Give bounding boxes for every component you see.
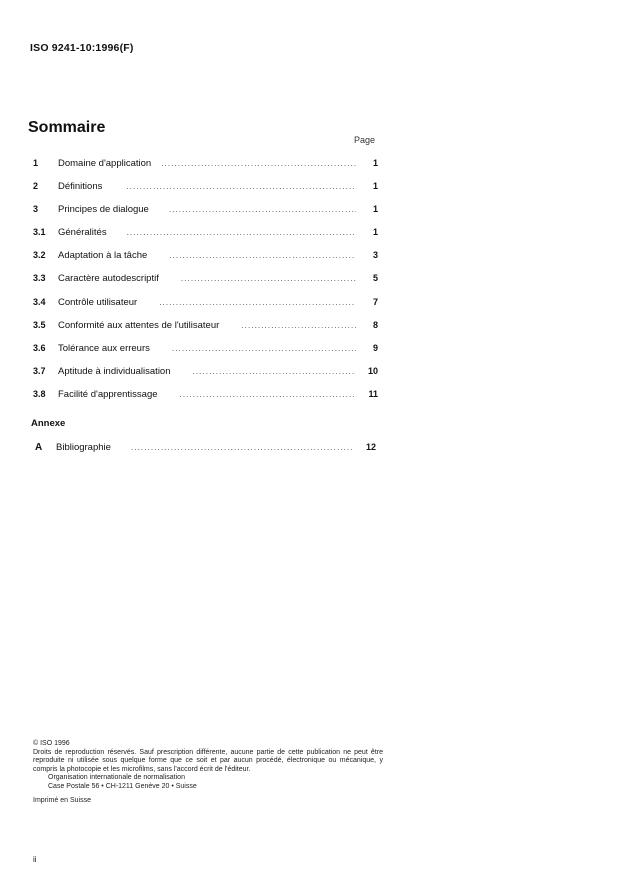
toc-entry-page: 8 xyxy=(372,319,378,330)
toc-entry xyxy=(33,201,378,224)
toc-entry-number: 3.3 xyxy=(33,273,46,284)
toc-entry-page: 7 xyxy=(372,296,378,307)
toc-entry-number: 1 xyxy=(33,158,39,168)
toc-entry-label: Aptitude à individualisation xyxy=(58,365,171,377)
toc-entry-page: 1 xyxy=(372,204,378,215)
copyright-notice xyxy=(33,740,383,805)
toc-title: Sommaire xyxy=(28,119,106,136)
toc-entry-label: Principes de dialogue xyxy=(58,204,149,216)
copyright-line: © ISO 1996 xyxy=(33,740,70,747)
page-column-label: Page xyxy=(354,135,376,145)
annex-heading: Annexe xyxy=(31,418,66,429)
toc-entry-page: 1 xyxy=(372,181,378,192)
toc-leader-dots xyxy=(126,179,356,195)
rights-statement: Droits de reproduction réservés. Sauf prescription différente, aucune partie de cette publication ne peut être reproduite ni utilisée sous quelque forme que ce soit et par aucun procédé, électronique ou mécanique, y compris la photocopie et les microfilms, sans l'accord écrit de l'éditeur. xyxy=(33,748,383,773)
toc-entry-number: 3.8 xyxy=(33,388,46,399)
toc-entry xyxy=(35,439,376,462)
toc-leader-dots xyxy=(169,248,356,264)
toc-entry xyxy=(33,340,378,363)
toc-entry-page: 5 xyxy=(372,273,378,284)
toc-entry-number: 3.6 xyxy=(33,342,46,353)
toc-entry-page: 9 xyxy=(372,342,378,353)
toc-entry-page: 1 xyxy=(372,227,378,238)
toc-entry-label: Définitions xyxy=(58,181,103,193)
toc-entry-label: Conformité aux attentes de l'utilisateur xyxy=(58,319,220,331)
toc-entry-label: Bibliographie xyxy=(56,442,111,453)
toc-entry-number: 3.5 xyxy=(33,319,46,330)
toc-entry-number: 3.1 xyxy=(33,227,46,238)
printed-in: Imprimé en Suisse xyxy=(33,796,91,804)
toc-leader-dots xyxy=(169,202,356,218)
toc-entry-number: 3.4 xyxy=(33,296,46,307)
publisher-address: Case Postale 56 • CH-1211 Genève 20 • Suisse xyxy=(48,782,197,790)
toc-entry-number: 3.2 xyxy=(33,250,46,261)
toc-entry xyxy=(33,155,378,178)
toc-entry-label: Domaine d'application xyxy=(58,158,152,169)
toc-entry xyxy=(33,386,378,409)
toc-entry-page: 12 xyxy=(365,442,376,452)
toc-entry xyxy=(33,270,378,293)
toc-entry-page: 10 xyxy=(367,365,378,376)
toc-entry-number: 3.7 xyxy=(33,365,46,376)
page-number: ii xyxy=(33,855,37,864)
toc-leader-dots xyxy=(181,271,356,287)
toc-entry-page: 11 xyxy=(368,388,378,399)
toc-entry-page: 3 xyxy=(372,250,378,261)
toc-entry-label: Facilité d'apprentissage xyxy=(58,388,158,400)
toc-entry xyxy=(33,224,378,247)
toc-leader-dots xyxy=(127,225,356,241)
toc-leader-dots xyxy=(159,295,356,311)
toc-entry-number: A xyxy=(35,442,43,453)
toc-entry-number: 2 xyxy=(33,181,39,192)
toc-entry-label: Généralités xyxy=(58,227,107,239)
table-of-contents xyxy=(33,155,378,409)
toc-leader-dots xyxy=(193,364,357,380)
toc-leader-dots xyxy=(172,341,356,357)
toc-entry xyxy=(33,363,378,386)
document-header: ISO 9241-10:1996(F) xyxy=(30,42,134,54)
toc-leader-dots xyxy=(161,156,356,172)
toc-leader-dots xyxy=(131,440,354,456)
toc-entry-page: 1 xyxy=(372,158,378,168)
toc-entry-label: Tolérance aux erreurs xyxy=(58,342,150,354)
toc-entry xyxy=(33,247,378,270)
toc-entry xyxy=(33,294,378,317)
toc-entry xyxy=(33,317,378,340)
toc-entry xyxy=(33,178,378,201)
publisher-name: Organisation internationale de normalisation xyxy=(48,774,185,782)
toc-entry-label: Caractère autodescriptif xyxy=(58,273,159,285)
toc-leader-dots xyxy=(241,318,356,334)
toc-entry-label: Contrôle utilisateur xyxy=(58,296,138,308)
annex-list xyxy=(35,439,376,462)
toc-entry-label: Adaptation à la tâche xyxy=(58,250,148,262)
toc-leader-dots xyxy=(180,387,356,403)
toc-entry-number: 3 xyxy=(33,204,39,215)
